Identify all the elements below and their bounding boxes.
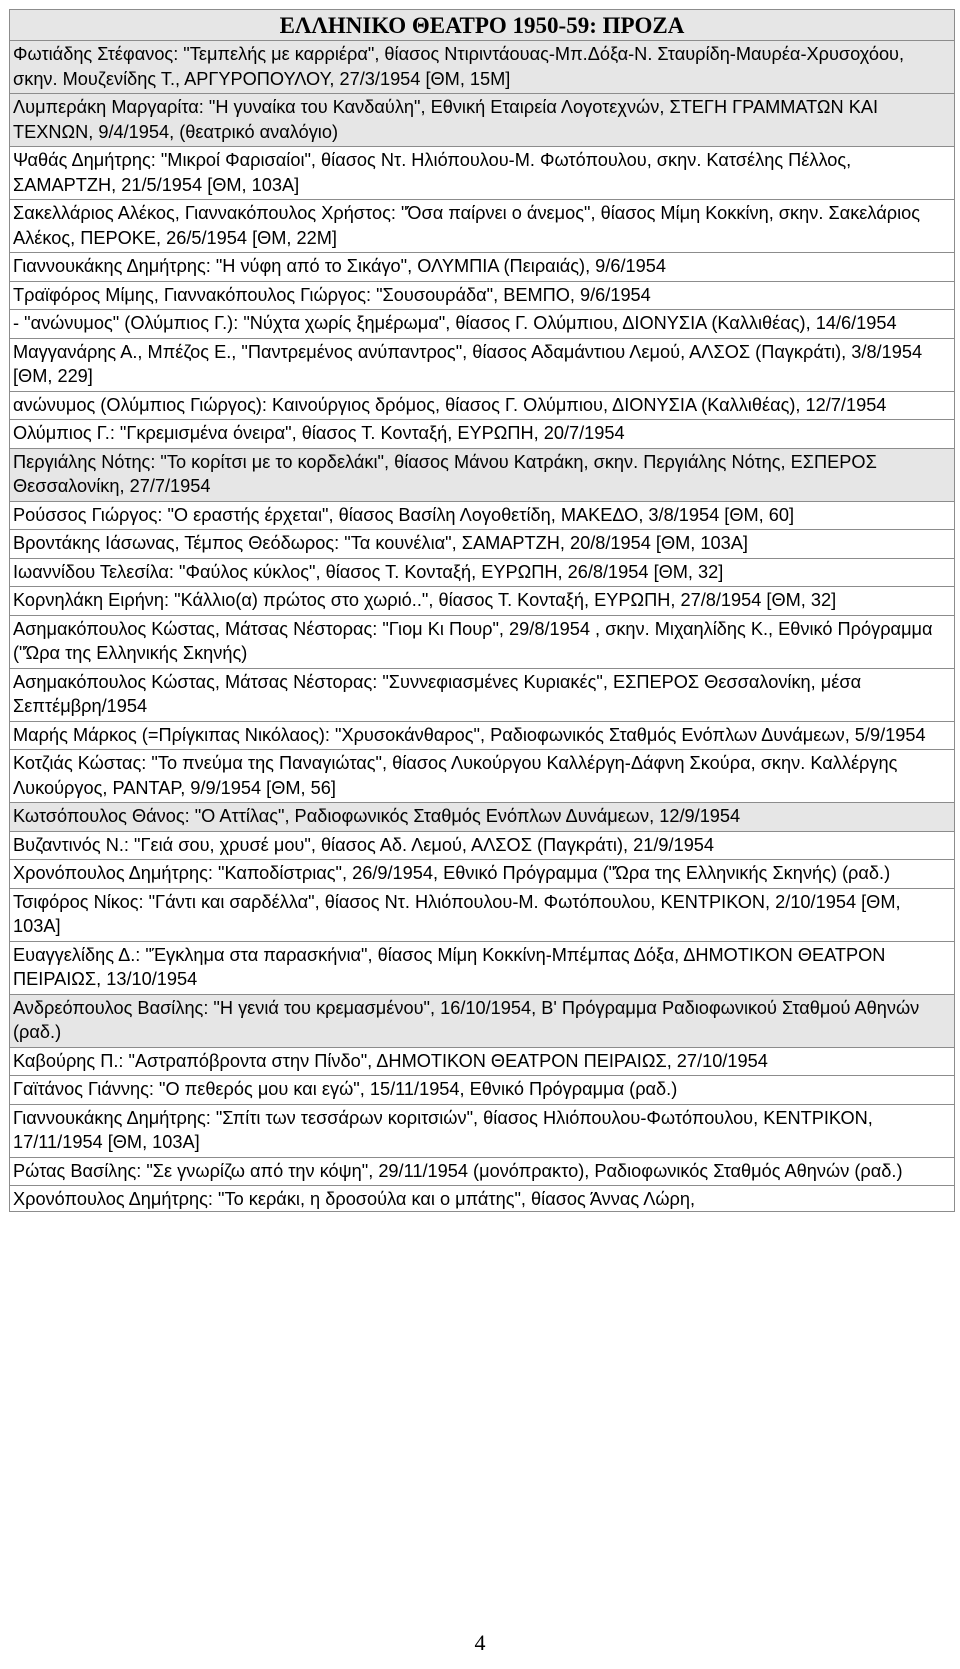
entry-cell: Βυζαντινός Ν.: "Γειά σου, χρυσέ μου", θίασος Αδ. Λεμού, ΑΛΣΟΣ (Παγκράτι), 21/9/1954 — [10, 831, 955, 860]
entry-cell: Ασημακόπουλος Κώστας, Μάτσας Νέστορας: "Γιομ Κι Πουρ", 29/8/1954 , σκην. Μιχαηλίδης Κ., Εθνικό Πρόγραμμα ("Ώρα της Ελληνικής Σκηνής) — [10, 615, 955, 668]
entry-cell: Ολύμπιος Γ.: "Γκρεμισμένα όνειρα", θίασος Τ. Κονταξή, ΕΥΡΩΠΗ, 20/7/1954 — [10, 420, 955, 449]
entry-cell: Χρονόπουλος Δημήτρης: "Καποδίστριας", 26/9/1954, Εθνικό Πρόγραμμα ("Ώρα της Ελληνικής Σκηνής) (ραδ.) — [10, 860, 955, 889]
entry-cell: ανώνυμος (Ολύμπιος Γιώργος): Καινούργιος δρόμος, θίασος Γ. Ολύμπιου, ΔΙΟΝΥΣΙΑ (Καλλιθέας), 12/7/1954 — [10, 391, 955, 420]
entry-cell: Καβούρης Π.: "Αστραπόβροντα στην Πίνδο", ΔΗΜΟΤΙΚΟΝ ΘΕΑΤΡΟΝ ΠΕΙΡΑΙΩΣ, 27/10/1954 — [10, 1047, 955, 1076]
table-row — [10, 831, 955, 860]
table-row — [10, 668, 955, 721]
table-row — [10, 721, 955, 750]
table-row — [10, 310, 955, 339]
entry-cell: Σακελλάριος Αλέκος, Γιαννακόπουλος Χρήστος: "Όσα παίρνει ο άνεμος", θίασος Μίμη Κοκκίνη, σκην. Σακελάριος Αλέκος, ΠΕΡΟΚΕ, 26/5/1954 [ΘΜ, 22Μ] — [10, 200, 955, 253]
entry-cell: Μαρής Μάρκος (=Πρίγκιπας Νικόλαος): "Χρυσοκάνθαρος", Ραδιοφωνικός Σταθμός Ενόπλων Δυνάμεων, 5/9/1954 — [10, 721, 955, 750]
table-row — [10, 888, 955, 941]
table-row — [10, 803, 955, 832]
table-row — [10, 1186, 955, 1212]
entry-cell: Ιωαννίδου Τελεσίλα: "Φαύλος κύκλος", θίασος Τ. Κονταξή, ΕΥΡΩΠΗ, 26/8/1954 [ΘΜ, 32] — [10, 558, 955, 587]
table-row — [10, 281, 955, 310]
table-row — [10, 1104, 955, 1157]
entry-cell: Κορνηλάκη Ειρήνη: "Κάλλιο(α) πρώτος στο χωριό..", θίασος Τ. Κονταξή, ΕΥΡΩΠΗ, 27/8/1954 [ΘΜ, 32] — [10, 587, 955, 616]
page-number: 4 — [474, 1630, 486, 1655]
entry-cell: Ρώτας Βασίλης: "Σε γνωρίζω από την κόψη", 29/11/1954 (μονόπρακτο), Ραδιοφωνικός Σταθμός Αθηνών (ραδ.) — [10, 1157, 955, 1186]
table-row — [10, 391, 955, 420]
table-row — [10, 530, 955, 559]
table-row — [10, 1047, 955, 1076]
table-row — [10, 200, 955, 253]
table-row — [10, 1076, 955, 1105]
entry-cell: Κωτσόπουλος Θάνος: "Ο Αττίλας", Ραδιοφωνικός Σταθμός Ενόπλων Δυνάμεων, 12/9/1954 — [10, 803, 955, 832]
document-title: ΕΛΛΗΝΙΚΟ ΘΕΑΤΡΟ 1950-59: ΠΡΟΖΑ — [10, 10, 955, 41]
table-row — [10, 448, 955, 501]
entry-cell: Κοτζιάς Κώστας: "Το πνεύμα της Παναγιώτας", θίασος Λυκούργου Καλλέργη-Δάφνη Σκούρα, σκην. Καλλέργης Λυκούργος, ΡΑΝΤΑΡ, 9/9/1954 [ΘΜ, 56] — [10, 750, 955, 803]
table-row — [10, 253, 955, 282]
entry-cell: Μαγγανάρης Α., Μπέζος Ε., "Παντρεμένος ανύπαντρος", θίασος Αδαμάντιου Λεμού, ΑΛΣΟΣ (Παγκράτι), 3/8/1954 [ΘΜ, 229] — [10, 338, 955, 391]
entry-cell: Λυμπεράκη Μαργαρίτα: "Η γυναίκα του Κανδαύλη", Εθνική Εταιρεία Λογοτεχνών, ΣΤΕΓΗ ΓΡΑΜΜΑΤΩΝ ΚΑΙ ΤΕΧΝΩΝ, 9/4/1954, (θεατρικό αναλόγιο) — [10, 94, 955, 147]
table-row — [10, 860, 955, 889]
entry-cell: Γαϊτάνος Γιάννης: "Ο πεθερός μου και εγώ", 15/11/1954, Εθνικό Πρόγραμμα (ραδ.) — [10, 1076, 955, 1105]
entry-cell: Γιαννουκάκης Δημήτρης: "Σπίτι των τεσσάρων κοριτσιών", θίασος Ηλιόπουλου-Φωτόπουλου, ΚΕΝΤΡΙΚΟΝ, 17/11/1954 [ΘΜ, 103Α] — [10, 1104, 955, 1157]
entry-cell: Βροντάκης Ιάσωνας, Τέμπος Θεόδωρος: "Τα κουνέλια", ΣΑΜΑΡΤΖΗ, 20/8/1954 [ΘΜ, 103Α] — [10, 530, 955, 559]
table-row — [10, 338, 955, 391]
table-row — [10, 941, 955, 994]
table-row — [10, 147, 955, 200]
entry-cell: Ρούσσος Γιώργος: "Ο εραστής έρχεται", θίασος Βασίλη Λογοθετίδη, ΜΑΚΕΔΟ, 3/8/1954 [ΘΜ, 60] — [10, 501, 955, 530]
table-row — [10, 558, 955, 587]
entry-cell: Ευαγγελίδης Δ.: "Έγκλημα στα παρασκήνια", θίασος Μίμη Κοκκίνη-Μπέμπας Δόξα, ΔΗΜΟΤΙΚΟΝ ΘΕΑΤΡΟΝ ΠΕΙΡΑΙΩΣ, 13/10/1954 — [10, 941, 955, 994]
table-row — [10, 41, 955, 94]
entry-cell: Ψαθάς Δημήτρης: "Μικροί Φαρισαίοι", θίασος Ντ. Ηλιόπουλου-Μ. Φωτόπουλου, σκην. Κατσέλης Πέλλος, ΣΑΜΑΡΤΖΗ, 21/5/1954 [ΘΜ, 103Α] — [10, 147, 955, 200]
title-row — [10, 10, 955, 41]
entry-cell — [10, 1186, 955, 1212]
entry-cell: - "ανώνυμος" (Ολύμπιος Γ.): "Νύχτα χωρίς ξημέρωμα", θίασος Γ. Ολύμπιου, ΔΙΟΝΥΣΙΑ (Καλλιθέας), 14/6/1954 — [10, 310, 955, 339]
table-row — [10, 994, 955, 1047]
table-row — [10, 420, 955, 449]
table-row — [10, 750, 955, 803]
table-row — [10, 1157, 955, 1186]
entry-cell: Ασημακόπουλος Κώστας, Μάτσας Νέστορας: "Συννεφιασμένες Κυριακές", ΕΣΠΕΡΟΣ Θεσσαλονίκη, μέσα Σεπτέμβρη/1954 — [10, 668, 955, 721]
document-table — [9, 9, 955, 1212]
table-row — [10, 501, 955, 530]
entry-cell: Τσιφόρος Νίκος: "Γάντι και σαρδέλλα", θίασος Ντ. Ηλιόπουλου-Μ. Φωτόπουλου, ΚΕΝΤΡΙΚΟΝ, 2/10/1954 [ΘΜ, 103Α] — [10, 888, 955, 941]
entry-text: Χρονόπουλος Δημήτρης: "Το κεράκι, η δροσούλα και ο μπάτης", θίασος Άννας Λώρη, — [13, 1189, 696, 1209]
table-row — [10, 615, 955, 668]
entry-cell: Περγιάλης Νότης: "Το κορίτσι με το κορδελάκι", θίασος Μάνου Κατράκη, σκην. Περγιάλης Νότης, ΕΣΠΕΡΟΣ Θεσσαλονίκη, 27/7/1954 — [10, 448, 955, 501]
entry-cell: Τραϊφόρος Μίμης, Γιαννακόπουλος Γιώργος: "Σουσουράδα", ΒΕΜΠΟ, 9/6/1954 — [10, 281, 955, 310]
table-row — [10, 94, 955, 147]
entry-cell: Γιαννουκάκης Δημήτρης: "Η νύφη από το Σικάγο", ΟΛΥΜΠΙΑ (Πειραιάς), 9/6/1954 — [10, 253, 955, 282]
entry-cell: Ανδρεόπουλος Βασίλης: "Η γενιά του κρεμασμένου", 16/10/1954, Β' Πρόγραμμα Ραδιοφωνικού Σταθμού Αθηνών (ραδ.) — [10, 994, 955, 1047]
entry-cell: Φωτιάδης Στέφανος: "Τεμπελής με καρριέρα", θίασος Ντιριντάουας-Μπ.Δόξα-Ν. Σταυρίδη-Μαυρέα-Χρυσοχόου, σκην. Μουζενίδης Τ., ΑΡΓΥΡΟΠΟΥΛΟΥ, 27/3/1954 [ΘΜ, 15Μ] — [10, 41, 955, 94]
table-row — [10, 587, 955, 616]
